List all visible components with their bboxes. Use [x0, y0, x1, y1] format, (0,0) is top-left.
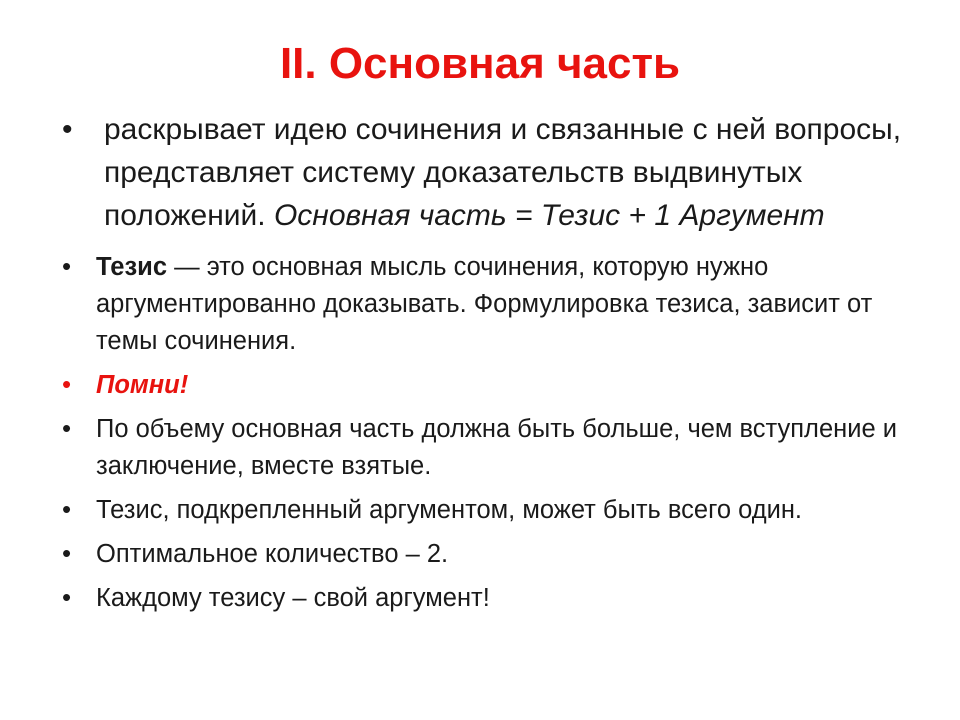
volume-text: По объему основная часть должна быть больше, чем вступление и заключение, вместе взятые.: [96, 415, 897, 480]
bullet-icon: •: [62, 413, 72, 443]
single-thesis-text: Тезис, подкрепленный аргументом, может быть всего один.: [96, 496, 803, 524]
bullet-icon: •: [62, 251, 72, 281]
definition-text: раскрывает идею сочинения и связанные с ней вопросы, представляет систему доказательств выдвинутых положений.: [104, 113, 902, 232]
bullet-icon: •: [62, 582, 72, 612]
bullet-icon: •: [62, 538, 72, 568]
bullet-item-thesis: [56, 249, 936, 360]
remember-text: Помни!: [96, 371, 189, 399]
slide-title: II. Основная часть: [279, 39, 681, 88]
thesis-term: Тезис: [96, 253, 168, 281]
bullet-item-volume: [56, 411, 936, 485]
thesis-text: — это основная мысль сочинения, которую нужно аргументированно доказывать. Формулировка тезиса, зависит от темы сочинения.: [96, 253, 873, 355]
bullet-icon: •: [62, 494, 72, 524]
bullet-item-each-thesis: [56, 580, 936, 617]
bullet-item-definition: [56, 108, 936, 237]
definition-formula: Основная часть = Тезис + 1 Аргумент: [273, 199, 825, 232]
bullet-item-optimal: [56, 536, 936, 573]
bullet-item-single-thesis: [56, 492, 936, 529]
bullet-icon: •: [62, 369, 72, 399]
optimal-text: Оптимальное количество – 2.: [96, 540, 449, 568]
bullet-icon: •: [62, 113, 73, 146]
bullet-item-remember: [56, 367, 936, 404]
each-thesis-text: Каждому тезису – свой аргумент!: [96, 584, 490, 612]
bullet-list: [56, 108, 936, 624]
